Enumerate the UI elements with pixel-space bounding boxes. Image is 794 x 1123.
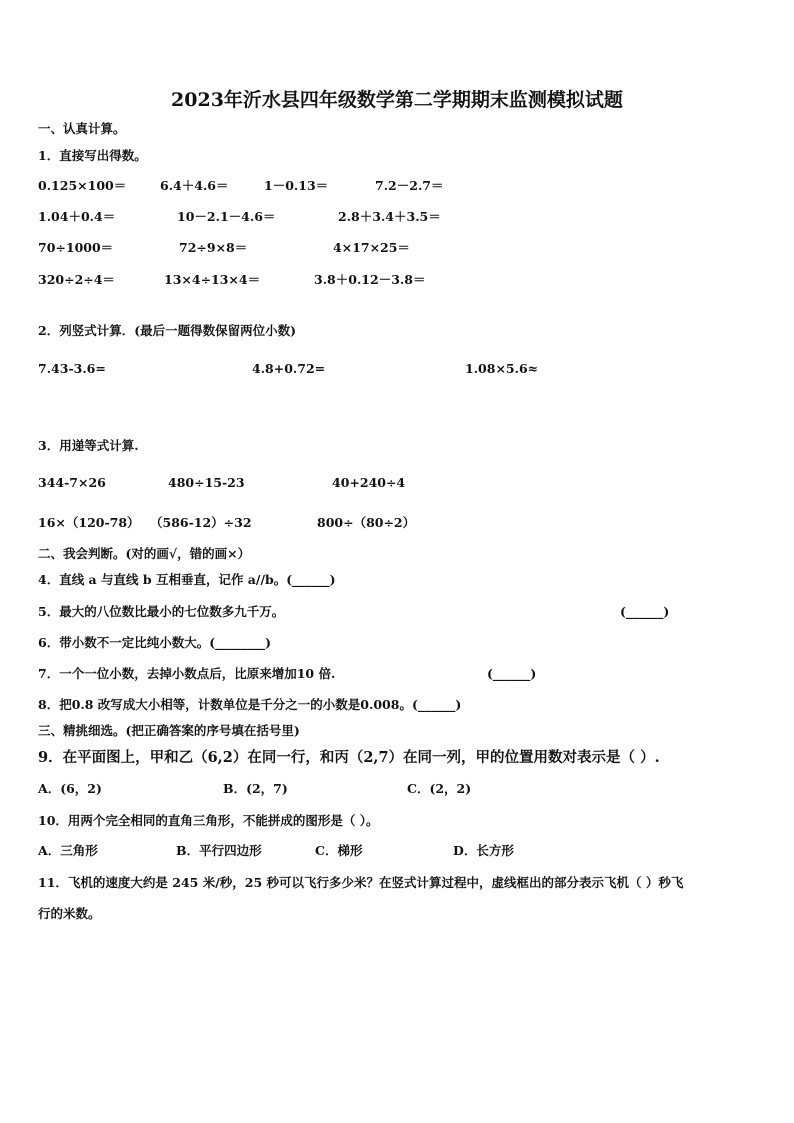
calc-item: 320÷2÷4＝ <box>38 272 115 287</box>
calc-item: 1.04＋0.4＝ <box>38 209 116 224</box>
question-2: 2．列竖式计算．(最后一题得数保留两位小数) <box>38 323 297 338</box>
stepwise-calc-item: 480÷15-23 <box>168 475 245 490</box>
answer-blank[interactable]: (______) <box>620 604 670 619</box>
question-11-continued: 行的米数。 <box>38 906 101 921</box>
vertical-calc-item: 1.08×5.6≈ <box>465 361 539 376</box>
section-2-heading: 二、我会判断。(对的画√，错的画×） <box>38 546 251 561</box>
vertical-calc-item: 7.43-3.6= <box>38 361 106 376</box>
stepwise-calc-item: 344-7×26 <box>38 475 106 490</box>
calc-item: 1－0.13＝ <box>264 178 329 193</box>
stepwise-calc-item: 40+240÷4 <box>332 475 406 490</box>
question-1: 1．直接写出得数。 <box>38 148 147 163</box>
calc-item: 3.8＋0.12－3.8＝ <box>314 272 426 287</box>
question-5: 5．最大的八位数比最小的七位数多九千万。 <box>38 604 285 619</box>
calc-item: 70÷1000＝ <box>38 240 114 255</box>
stepwise-calc-item: 16×（120-78） <box>38 515 140 530</box>
stepwise-calc-item: （586-12）÷32 <box>150 515 252 530</box>
section-1-heading: 一、认真计算。 <box>38 121 126 136</box>
page-title: 2023年沂水县四年级数学第二学期期末监测模拟试题 <box>171 89 623 111</box>
calc-item: 0.125×100＝ <box>38 178 127 193</box>
calc-item: 13×4÷13×4＝ <box>164 272 261 287</box>
option-d[interactable]: D．长方形 <box>453 843 514 858</box>
stepwise-calc-item: 800÷（80÷2） <box>317 515 416 530</box>
calc-item: 7.2－2.7＝ <box>375 178 444 193</box>
question-4: 4．直线 a 与直线 b 互相垂直，记作 a//b。(______) <box>38 572 336 587</box>
calc-item: 4×17×25＝ <box>333 240 410 255</box>
question-6: 6．带小数不一定比纯小数大。(________) <box>38 635 272 650</box>
question-7: 7．一个一位小数，去掉小数点后，比原来增加10 倍. <box>38 666 336 681</box>
option-c[interactable]: C．梯形 <box>315 843 363 858</box>
vertical-calc-item: 4.8+0.72= <box>252 361 326 376</box>
question-9: 9．在平面图上，甲和乙（6,2）在同一行，和丙（2,7）在同一列，甲的位置用数对表示是（ ）. <box>38 749 660 766</box>
option-a[interactable]: A．(6，2) <box>38 781 102 796</box>
question-10: 10．用两个完全相同的直角三角形，不能拼成的图形是（ ）。 <box>38 813 379 828</box>
calc-item: 2.8＋3.4＋3.5＝ <box>338 209 441 224</box>
answer-blank[interactable]: (______) <box>487 666 537 681</box>
calc-item: 10－2.1－4.6＝ <box>177 209 276 224</box>
section-3-heading: 三、精挑细选。(把正确答案的序号填在括号里) <box>38 723 300 738</box>
option-b[interactable]: B．平行四边形 <box>176 843 262 858</box>
calc-item: 6.4＋4.6＝ <box>160 178 229 193</box>
option-a[interactable]: A．三角形 <box>38 843 98 858</box>
option-c[interactable]: C．(2，2) <box>407 781 472 796</box>
question-8: 8．把0.8 改写成大小相等，计数单位是千分之一的小数是0.008。(______) <box>38 697 462 712</box>
calc-item: 72÷9×8＝ <box>179 240 248 255</box>
question-3: 3．用递等式计算. <box>38 438 139 453</box>
option-b[interactable]: B．(2，7) <box>223 781 288 796</box>
question-11: 11．飞机的速度大约是 245 米/秒，25 秒可以飞行多少米？在竖式计算过程中，虚线框出的部分表示飞机（ ）秒飞 <box>38 875 684 890</box>
